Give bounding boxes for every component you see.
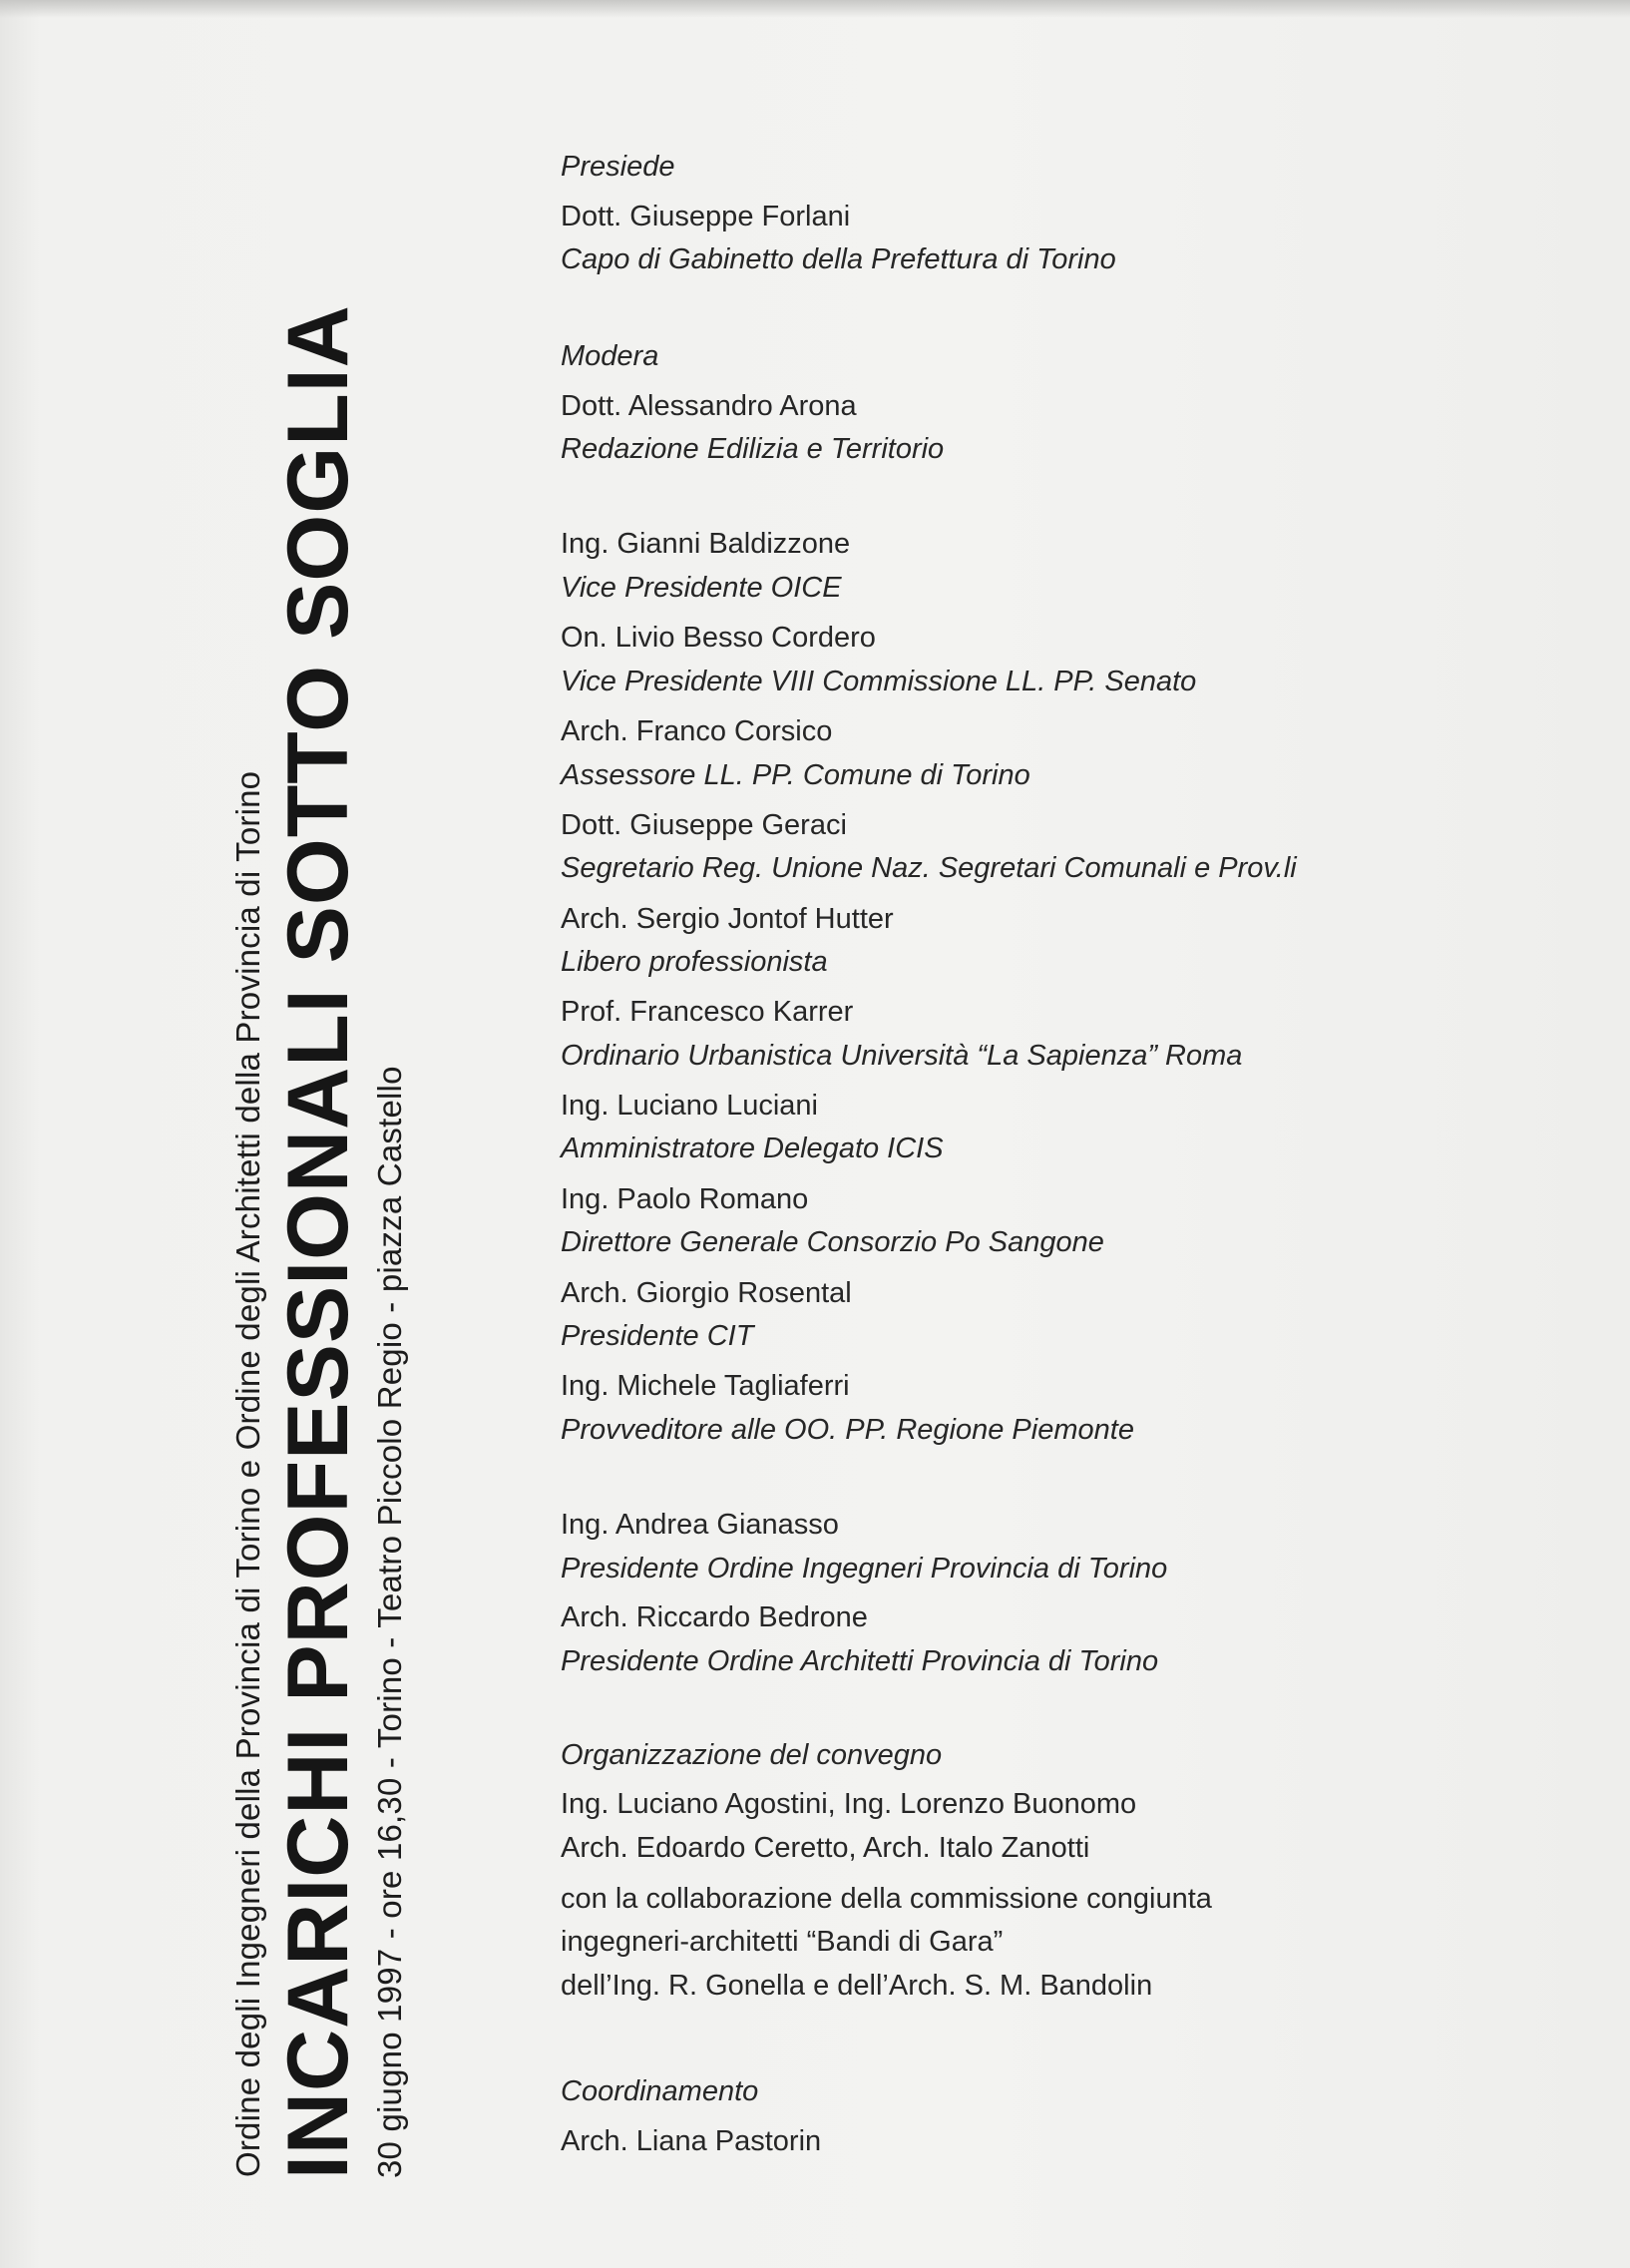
role-line: Assessore LL. PP. Comune di Torino xyxy=(561,759,1030,791)
role-line: Ordinario Urbanistica Università “La Sapienza” Roma xyxy=(561,1040,1243,1072)
name-line: Ing. Luciano Luciani xyxy=(561,1090,818,1122)
role-line: Presiede xyxy=(561,151,675,183)
name-line: Arch. Liana Pastorin xyxy=(561,2125,822,2157)
role-line: Vice Presidente OICE xyxy=(561,572,842,604)
name-line: Prof. Francesco Karrer xyxy=(561,996,854,1028)
role-line: Modera xyxy=(561,340,659,372)
role-line: Presidente Ordine Ingegneri Provincia di Torino xyxy=(561,1553,1168,1585)
name-line: Arch. Edoardo Ceretto, Arch. Italo Zanotti xyxy=(561,1832,1090,1864)
role-line: Segretario Reg. Unione Naz. Segretari Comunali e Prov.li xyxy=(561,852,1297,884)
role-line: Provveditore alle OO. PP. Regione Piemonte xyxy=(561,1414,1134,1446)
name-line: Dott. Giuseppe Forlani xyxy=(561,201,851,232)
role-line: Capo di Gabinetto della Prefettura di Torino xyxy=(561,243,1116,275)
event-title: INCARICHI PROFESSIONALI SOTTO SOGLIA xyxy=(270,304,366,2179)
organizers-text: Ordine degli Ingegneri della Provincia di Torino e Ordine degli Architetti della Provincia di Torino xyxy=(229,770,266,2177)
role-line: Vice Presidente VIII Commissione LL. PP. Senato xyxy=(561,666,1197,697)
name-line: Ing. Michele Tagliaferri xyxy=(561,1370,850,1402)
role-line: Coordinamento xyxy=(561,2075,759,2107)
name-line: Arch. Franco Corsico xyxy=(561,715,833,747)
name-line: dell’Ing. R. Gonella e dell’Arch. S. M. Bandolin xyxy=(561,1970,1153,2002)
name-line: On. Livio Besso Cordero xyxy=(561,622,876,654)
name-line: Ing. Andrea Gianasso xyxy=(561,1509,839,1541)
date-place-text: 30 giugno 1997 - ore 16,30 - Torino - Teatro Piccolo Regio - piazza Castello xyxy=(371,1066,408,2178)
name-line: Dott. Alessandro Arona xyxy=(561,390,857,422)
name-line: Arch. Giorgio Rosental xyxy=(561,1277,852,1309)
name-line: ingegneri-architetti “Bandi di Gara” xyxy=(561,1926,1004,1958)
name-line: Ing. Paolo Romano xyxy=(561,1183,809,1215)
name-line: Ing. Luciano Agostini, Ing. Lorenzo Buonomo xyxy=(561,1788,1137,1820)
role-line: Presidente Ordine Architetti Provincia di Torino xyxy=(561,1645,1159,1677)
top-edge-shadow xyxy=(0,0,1630,18)
role-line: Organizzazione del convegno xyxy=(561,1739,943,1771)
role-line: Direttore Generale Consorzio Po Sangone xyxy=(561,1226,1104,1258)
name-line: Arch. Riccardo Bedrone xyxy=(561,1601,868,1633)
role-line: Redazione Edilizia e Territorio xyxy=(561,433,945,465)
name-line: Dott. Giuseppe Geraci xyxy=(561,809,847,841)
name-line: Ing. Gianni Baldizzone xyxy=(561,528,851,560)
role-line: Libero professionista xyxy=(561,946,828,978)
name-line: con la collaborazione della commissione congiunta xyxy=(561,1883,1212,1915)
name-line: Arch. Sergio Jontof Hutter xyxy=(561,903,894,935)
role-line: Amministratore Delegato ICIS xyxy=(561,1133,944,1164)
role-line: Presidente CIT xyxy=(561,1320,754,1352)
